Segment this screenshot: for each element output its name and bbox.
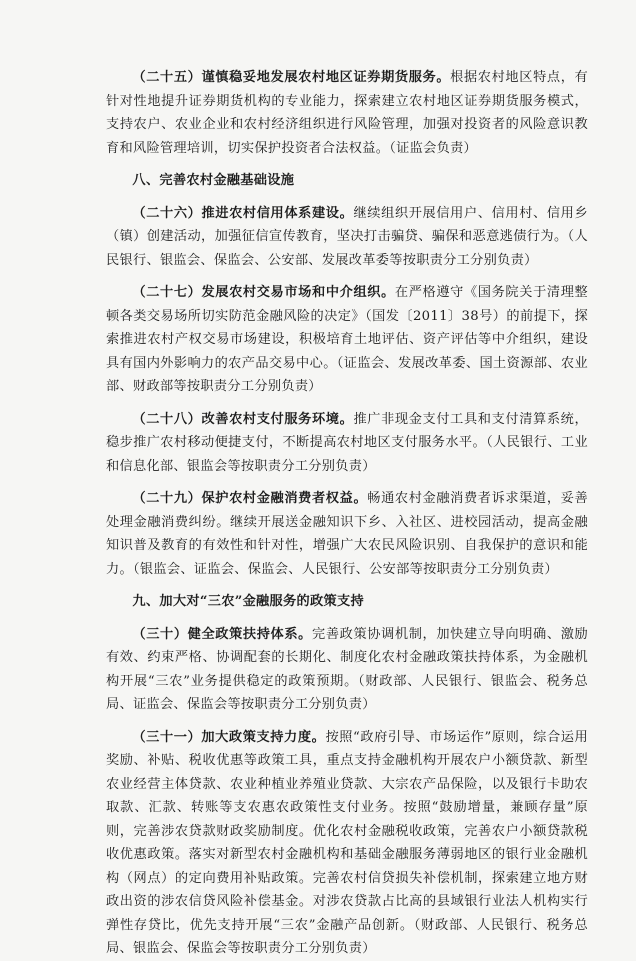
paragraph-lead: （二十九）保护农村金融消费者权益。 [132, 491, 368, 506]
paragraph-26 [106, 202, 588, 273]
paragraph-31 [106, 726, 588, 961]
paragraph-text: 推广非现金支付工具和支付清算系统，稳步推广农村移动便捷支付，不断提高农村地区支付服务水平。（人民银行、工业和信息化部、银监会等按职责分工分别负责） [106, 411, 588, 474]
paragraph-28 [106, 408, 588, 479]
paragraph-text: 畅通农村金融消费者诉求渠道，妥善处理金融消费纠纷。继续开展送金融知识下乡、入社区、进校园活动，提高金融知识普及教育的有效性和针对性，增强广大农民风险识别、自我保护的意识和能力。（银监会、证监会、保监会、人民银行、公安部等按职责分工分别负责） [106, 491, 588, 577]
paragraph-30 [106, 623, 588, 717]
paragraph-29 [106, 487, 588, 581]
paragraph-text: 根据农村地区特点，有针对性地提升证券期货机构的专业能力，探索建立农村地区证券期货服务模式，支持农户、农业企业和农村经济组织进行风险管理，加强对投资者的风险意识教育和风险管理培训，切实保护投资者合法权益。（证监会负责） [106, 70, 589, 156]
section-heading-8: 八、完善农村金融基础设施 [132, 173, 295, 188]
paragraph-lead: （三十）健全政策扶持体系。 [132, 626, 312, 642]
paragraph-lead: （三十一）加大政策支持力度。 [132, 729, 326, 745]
paragraph-lead: （二十五）谨慎稳妥地发展农村地区证券期货服务。 [132, 70, 451, 85]
paragraph-25 [106, 66, 588, 160]
paragraph-text: 在严格遵守《国务院关于清理整顿各类交易场所切实防范金融风险的决定》（国发〔2011〕38号）的前提下，探索推进农村产权交易市场建设，积极培育土地评估、资产评估等中介组织，建设具有国内外影响力的农产品交易中心。（证监会、发展改革委、国土资源部、农业部、财政部等按职责分工分别负责） [106, 285, 589, 394]
paragraph-27 [106, 281, 588, 399]
paragraph-text: 继续组织开展信用户、信用村、信用乡（镇）创建活动，加强征信宣传教育，坚决打击骗贷、骗保和恶意逃债行为。（人民银行、银监会、保监会、公安部、发展改革委等按职责分工分别负责） [106, 205, 588, 268]
paragraph-text: 完善政策协调机制，加快建立导向明确、激励有效、约束严格、协调配套的长期化、制度化农村金融政策扶持体系，为金融机构开展“三农”业务提供稳定的政策预期。（财政部、人民银行、银监会、税务总局、证监会、保监会等按职责分工分别负责） [106, 626, 588, 712]
paragraph-text: 按照“政府引导、市场运作”原则，综合运用奖励、补贴、税收优惠等政策工具，重点支持金融机构开展农户小额贷款、新型农业经营主体贷款、农业种植业养殖业贷款、大宗农产品保险，以及银行卡助农取款、汇款、转账等支农惠农政策性支付业务。按照“鼓励增量，兼顾存量”原则，完善涉农贷款财政奖励制度。优化农村金融税收政策，完善农户小额贷款税收优惠政策。落实对新型农村金融机构和基础金融服务薄弱地区的银行业金融机构（网点）的定向费用补贴政策。完善农村信贷损失补偿机制，探索建立地方财政出资的涉农信贷风险补偿基金。对涉农贷款占比高的县域银行业法人机构实行弹性存贷比，优先支持开展“三农”金融产品创新。（财政部、人民银行、税务总局、银监会、保监会等按职责分工分别负责） [106, 729, 589, 956]
paragraph-lead: （二十六）推进农村信用体系建设。 [132, 205, 354, 221]
paragraph-lead: （二十七）发展农村交易市场和中介组织。 [132, 285, 395, 300]
section-heading-9: 九、加大对“三农”金融服务的政策支持 [132, 594, 364, 609]
paragraph-lead: （二十八）改善农村支付服务环境。 [132, 411, 354, 427]
